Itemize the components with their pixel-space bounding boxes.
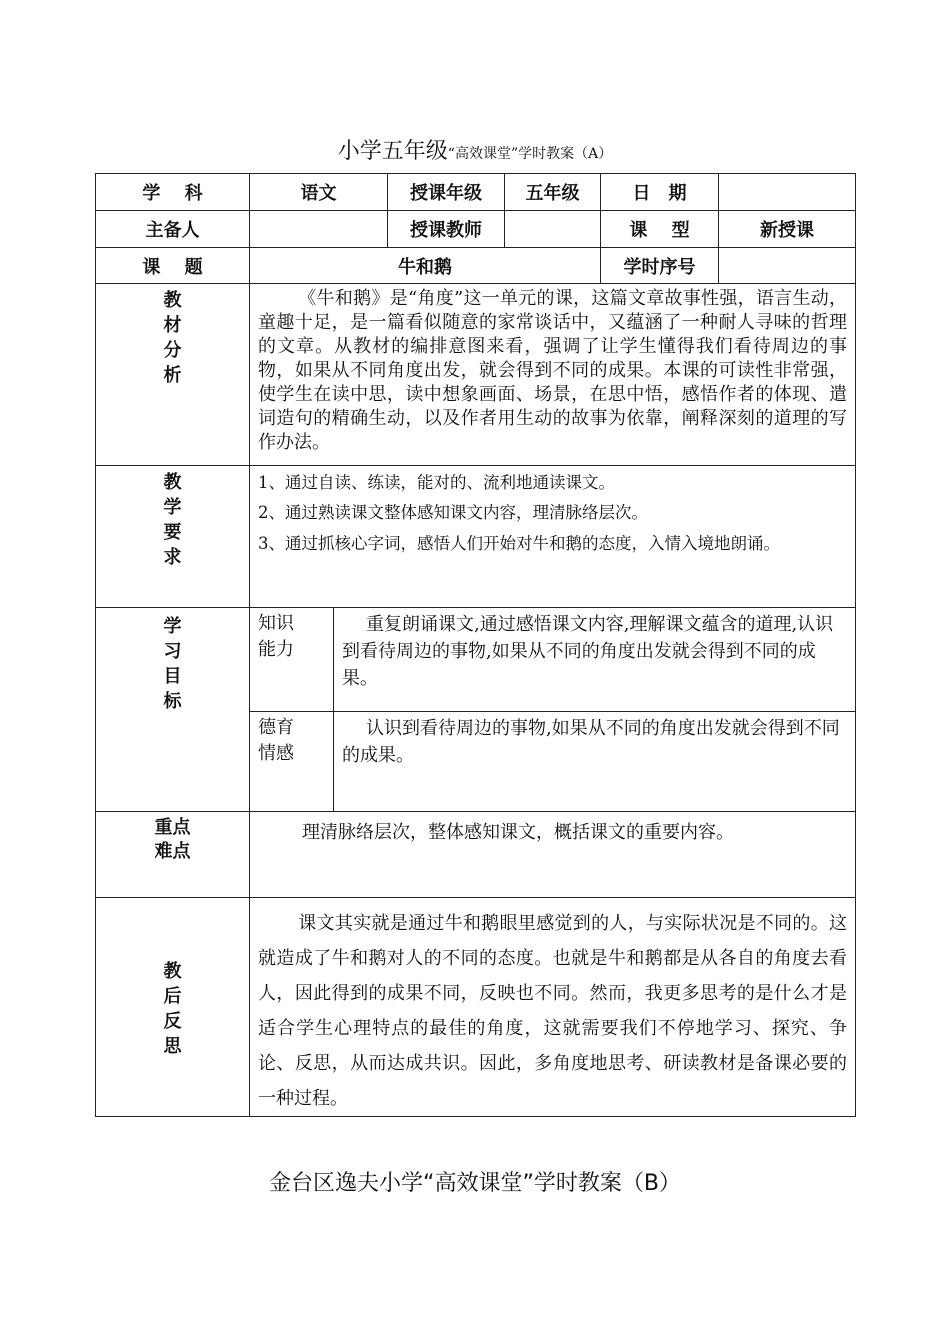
table-row [96, 898, 856, 1117]
analysis-text: 《牛和鹅》是“角度”这一单元的课，这篇文章故事性强，语言生动，童趣十足，是一篇看似随意的家常谈话中，又蕴涵了一种耐人寻味的哲理的文章。从教材的编排意图来看，强调了让学生懂得我们看待周边的事物，如果从不同角度出发，就会得到不同的成果。本课的可读性非常强，使学生在读中思，读中想象画面、场景，在思中悟，感悟作者的体现、遣词造句的精确生动，以及作者用生动的故事为依靠，阐释深刻的道理的写作办法。 [250, 284, 856, 466]
table-row [96, 284, 856, 466]
knowledge-text: 重复朗诵课文,通过感悟课文内容,理解课文蕴含的道理,认识到看待周边的事物,如果从不同的角度出发就会得到不同的成果。 [334, 608, 856, 712]
table-row [96, 248, 856, 284]
date-label: 日 期 [601, 174, 719, 211]
lesson-plan-table [95, 173, 856, 1117]
analysis-label: 教材分析 [96, 284, 250, 466]
subject-value: 语文 [250, 174, 388, 211]
topic-value: 牛和鹅 [250, 248, 601, 284]
lesson-type-label: 课 型 [601, 211, 719, 248]
table-row [96, 174, 856, 211]
list-item: 3、通过抓核心字词，感悟人们开始对牛和鹅的态度，入情入境地朗诵。 [258, 534, 780, 553]
preparer-value [250, 211, 388, 248]
topic-label: 课 题 [96, 248, 250, 284]
grade-label: 授课年级 [388, 174, 505, 211]
reflection-text: 课文其实就是通过牛和鹅眼里感觉到的人，与实际状况是不同的。这就造成了牛和鹅对人的不同的态度。也就是牛和鹅都是从各自的角度去看人，因此得到的成果不同，反映也不同。然而，我更多思考的是什么才是适合学生心理特点的最佳的角度，这就需要我们不停地学习、探究、争论、反思，从而达成共识。因此，多角度地思考、研读教材是备课必要的一种过程。 [250, 898, 856, 1117]
knowledge-label: 知识能力 [250, 608, 334, 712]
list-item: 1、通过自读、练读，能对的、流利地通读课文。 [258, 473, 615, 492]
moral-text: 认识到看待周边的事物,如果从不同的角度出发就会得到不同的成果。 [334, 712, 856, 812]
period-label: 学时序号 [601, 248, 719, 284]
period-value [719, 248, 856, 284]
lesson-type-value: 新授课 [719, 211, 856, 248]
table-row [96, 466, 856, 608]
keypoints-text: 理清脉络层次，整体感知课文，概括课文的重要内容。 [250, 812, 856, 898]
moral-label: 德育情感 [250, 712, 334, 812]
document-title-b: 金台区逸夫小学“高效课堂”学时教案（B） [269, 1171, 681, 1196]
requirements-list [250, 466, 856, 608]
list-item: 2、通过熟读课文整体感知课文内容，理清脉络层次。 [258, 503, 648, 522]
title-sub: “高效课堂”学时教案（A） [447, 146, 613, 162]
subject-label: 学 科 [96, 174, 250, 211]
date-value [719, 174, 856, 211]
requirements-label: 教学要求 [96, 466, 250, 608]
keypoints-label: 重点难点 [96, 812, 250, 898]
table-row [96, 211, 856, 248]
table-row [96, 608, 856, 712]
reflection-label: 教后反思 [96, 898, 250, 1117]
document-title-a [0, 134, 950, 165]
title-main: 小学五年级 [337, 139, 448, 164]
grade-value: 五年级 [505, 174, 601, 211]
preparer-label: 主备人 [96, 211, 250, 248]
goals-label: 学习目标 [96, 608, 250, 812]
teacher-label: 授课教师 [388, 211, 505, 248]
table-row [96, 812, 856, 898]
teacher-value [505, 211, 601, 248]
